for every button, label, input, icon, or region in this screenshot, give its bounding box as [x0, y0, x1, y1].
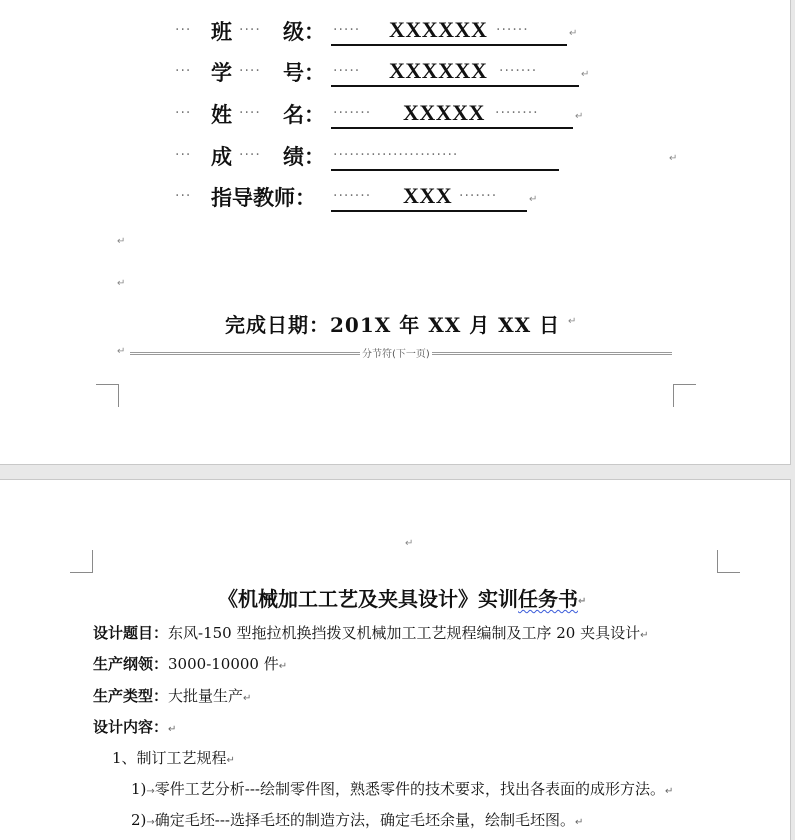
completion-date: 完成日期：201X 年 XX 月 XX 日 — [225, 313, 561, 337]
tab-leader-dots: ···· — [239, 105, 261, 121]
student-id-value: XXXXXX — [389, 58, 488, 83]
tab-leader-dots: ····· — [333, 63, 361, 79]
label-text: 指导教师： — [211, 185, 316, 210]
label-char: 成 — [211, 144, 232, 169]
tab-arrow-icon: → — [146, 817, 155, 828]
crop-mark-bottom-left — [96, 384, 119, 407]
step-2-number: 2) — [131, 811, 147, 829]
production-type-text: 大批量生产 — [168, 687, 244, 705]
step-1-paragraph — [131, 778, 673, 799]
class-field[interactable] — [331, 14, 567, 46]
paragraph-mark-icon: ↵ — [405, 538, 414, 549]
paragraph-mark-icon: ↵ — [575, 111, 584, 122]
label-char: 绩： — [283, 144, 325, 169]
tab-leader-dots: ········ — [495, 105, 539, 121]
tab-leader-dots: ······· — [499, 63, 538, 79]
paragraph-mark-icon: ↵ — [529, 194, 538, 205]
paragraph-mark-icon: ↵ — [640, 630, 649, 641]
tab-arrow-icon: → — [146, 786, 155, 797]
document-title — [218, 583, 586, 612]
tab-leader-dots: ······· — [459, 188, 498, 204]
step-1-text: 零件工艺分析---绘制零件图，熟悉零件的技术要求，找出各表面的成形方法。 — [154, 780, 666, 798]
label-char: 班 — [211, 19, 232, 44]
tab-leader-dots: ···· — [239, 22, 261, 38]
grade-field[interactable] — [331, 139, 559, 171]
title-spellcheck-word: 任务书 — [518, 587, 578, 611]
paragraph-mark-icon: ↵ — [578, 596, 587, 607]
paragraph-mark-icon: ↵ — [669, 153, 678, 164]
instructor-value: XXX — [403, 183, 453, 208]
step-2-paragraph — [131, 809, 583, 830]
design-content-label: 设计内容： — [93, 718, 169, 736]
paragraph-mark-icon: ↵ — [117, 278, 126, 289]
paragraph-mark-icon: ↵ — [569, 28, 578, 39]
production-type-label: 生产类型： — [93, 687, 169, 705]
tab-leader-dots: ···· — [239, 147, 261, 163]
label-char: 名： — [283, 102, 325, 127]
tab-leader-dots: ····· — [333, 22, 361, 38]
student-id-field[interactable] — [331, 55, 579, 87]
paragraph-mark-icon: ↵ — [243, 693, 252, 704]
crop-mark-bottom-right — [673, 384, 696, 407]
crop-mark-top-left — [70, 550, 93, 573]
paragraph-mark-icon: ↵ — [568, 316, 577, 327]
section-heading-1 — [112, 747, 235, 768]
tab-leader-dots: ··· — [175, 147, 192, 163]
paragraph-mark-icon: ↵ — [665, 786, 674, 797]
paragraph-mark-icon: ↵ — [575, 817, 584, 828]
design-content-paragraph — [93, 716, 176, 737]
tab-leader-dots: ··· — [175, 105, 192, 121]
tab-leader-dots: ··· — [175, 22, 192, 38]
production-type-paragraph — [93, 685, 251, 706]
label-char: 级： — [283, 19, 325, 44]
paragraph-mark-icon: ↵ — [581, 69, 590, 80]
tab-leader-dots: ··· — [175, 63, 192, 79]
section-break-label: 分节符(下一页) — [360, 345, 432, 360]
name-field[interactable] — [331, 97, 573, 129]
title-main: 《机械加工工艺及夹具设计》实训 — [218, 587, 518, 611]
label-char: 学 — [211, 60, 232, 85]
tab-leader-dots: ······ — [496, 22, 529, 38]
class-value: XXXXXX — [389, 17, 488, 42]
design-topic-paragraph — [93, 622, 649, 643]
design-topic-label: 设计题目： — [93, 624, 169, 642]
production-program-paragraph — [93, 653, 287, 674]
crop-mark-top-right — [717, 550, 740, 573]
tab-leader-dots: ··· — [175, 188, 192, 204]
label-char: 号： — [283, 60, 325, 85]
instructor-field[interactable] — [331, 180, 527, 212]
paragraph-mark-icon: ↵ — [168, 724, 177, 735]
paragraph-mark-icon: ↵ — [278, 661, 288, 672]
tab-leader-dots: ······· — [333, 105, 372, 121]
production-program-text: 3000-10000 件 — [168, 655, 279, 673]
paragraph-mark-icon: ↵ — [226, 755, 235, 766]
section-heading-1-text: 1、制订工艺规程 — [112, 749, 227, 767]
tab-leader-dots: ······· — [333, 188, 372, 204]
design-topic-text: 东风-150 型拖拉机换挡拨叉机械加工工艺规程编制及工序 20 夹具设计 — [168, 624, 641, 642]
tab-leader-dots: ···· — [239, 63, 261, 79]
paragraph-mark-icon: ↵ — [117, 236, 126, 247]
paragraph-mark-icon: ↵ — [117, 346, 126, 357]
step-1-number: 1) — [131, 780, 147, 798]
production-program-label: 生产纲领： — [93, 655, 169, 673]
tab-leader-dots: ······················· — [333, 147, 459, 163]
label-char: 姓 — [211, 102, 232, 127]
step-2-text: 确定毛坯---选择毛坯的制造方法，确定毛坯余量，绘制毛坯图。 — [154, 811, 576, 829]
name-value: XXXXX — [403, 100, 485, 125]
